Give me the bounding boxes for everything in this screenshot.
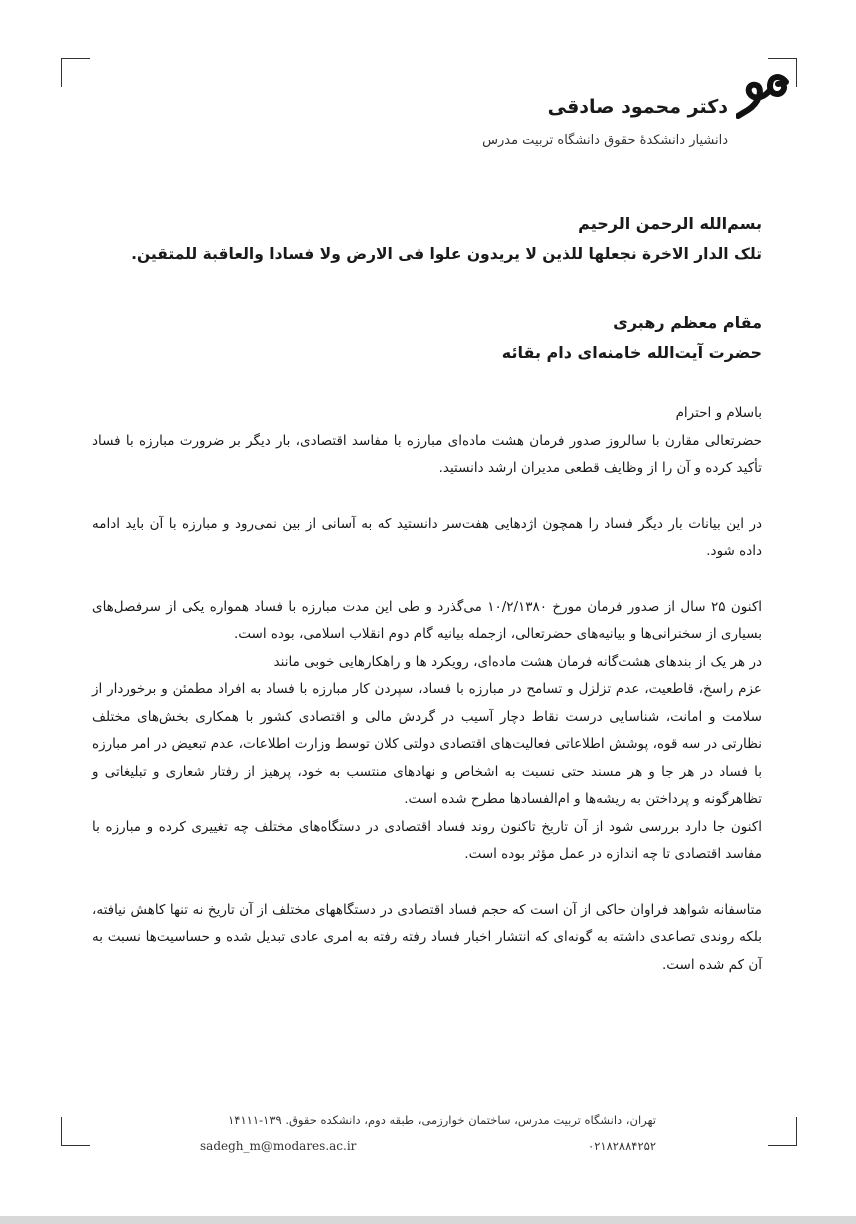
letter-body [92, 400, 762, 979]
paragraph: اکنون ۲۵ سال از صدور فرمان مورخ ۱۰/۲/۱۳۸۰ می‌گذرد و طی این مدت مبارزه با فساد همواره یکی از سرفصل‌های بسیاری از سخنرانی‌ها و بیانیه‌های حضرتعالی، ازجمله بیانیه گام دوم انقلاب اسلامی، بوده است. [92, 598, 762, 642]
crop-mark-top-left [61, 58, 90, 87]
paragraph: متاسفانه شواهد فراوان حاکی از آن است که حجم فساد اقتصادی در دستگاههای مختلف از آن تاریخ نه تنها کاهش نیافته، بلکه روندی تصاعدی داشته به گونه‌ای که انتشار اخبار فساد رفته رفته به امری عادی تبدیل شده و حساسیت‌ها نسبت به آن کم شده است. [92, 901, 762, 973]
paragraph: حضرتعالی مقارن با سالروز صدور فرمان هشت ماده‌ای مبارزه با مفاسد اقتصادی، بار دیگر بر ضرورت مبارزه با فساد تأکید کرده و آن را از وظایف قطعی مدیران ارشد دانستید. [92, 432, 762, 476]
crop-mark-bottom-right [768, 1117, 797, 1146]
sender-position: دانشیار دانشکدهٔ حقوق دانشگاه تربیت مدرس [482, 133, 728, 148]
monogram-logo-icon [736, 72, 794, 120]
addressee-name: حضرت آیت‌الله خامنه‌ای دام بقائه [501, 343, 762, 362]
crop-mark-bottom-left [61, 1117, 90, 1146]
paragraph: عزم راسخ، قاطعیت، عدم تزلزل و تسامح در مبارزه با فساد، سپردن کار مبارزه با فساد به افراد مطمئن و برخوردار از سلامت و امانت، شناسایی درست نقاط دچار آسیب در گردش مالی و اقتصادی کشور با همکاری بخش‌های مختلف نظارتی در سه قوه، پوشش اطلاعاتی فعالیت‌های اقتصادی دولتی کلان توسط وزارت اطلاعات، عدم تبعیض در امر مبارزه با فساد در هر جا و هر مسند حتی نسبت به اشخاص و نهادهای منتسب به خود، پرهیز از رفتار شعاری و تبلیغاتی و تظاهرگونه و پرداختن به ریشه‌ها و ام‌الفسادها مطرح شده است. [92, 681, 762, 807]
paragraph: در این بیانات بار دیگر فساد را همچون اژدهایی هفت‌سر دانستید که به آسانی از بین نمی‌رود و مبارزه با آن باید ادامه داده شود. [92, 515, 762, 559]
quran-verse: تلک الدار الاخرة نجعلها للذین لا یریدون علوا فی الارض ولا فسادا والعاقبة للمتقین. [131, 245, 762, 263]
bismillah-heading: بسم‌الله الرحمن الرحیم [578, 214, 762, 233]
bottom-edge [0, 1216, 856, 1224]
footer-address: تهران، دانشگاه تربیت مدرس، ساختمان خوارزمی، طبقه دوم، دانشکده حقوق. ۱۳۹-۱۴۱۱۱ [228, 1113, 656, 1127]
addressee-title: مقام معظم رهبری [613, 313, 762, 332]
footer-phone: ۰۲۱۸۲۸۸۴۲۵۲ [588, 1139, 656, 1153]
greeting: باسلام و احترام [675, 405, 762, 421]
sender-name: دکتر محمود صادقی [547, 96, 728, 118]
paragraph: در هر یک از بندهای هشت‌گانه فرمان هشت ماده‌ای، رویکرد ها و راهکارهایی خوبی مانند [273, 653, 762, 670]
footer-email: sadegh_m@modares.ac.ir [200, 1139, 357, 1153]
paragraph: اکنون جا دارد بررسی شود از آن تاریخ تاکنون روند فساد اقتصادی در دستگاه‌های مختلف چه تغییری کرده و مبارزه با مفاسد اقتصادی تا چه اندازه در عمل مؤثر بوده است. [92, 818, 762, 862]
